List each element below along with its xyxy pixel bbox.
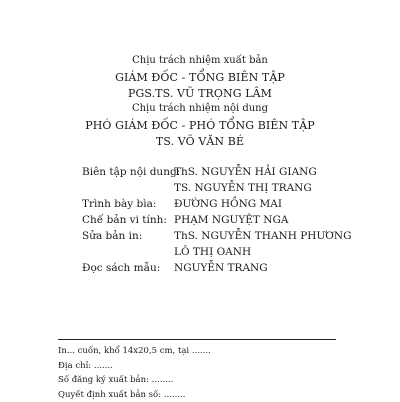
credit-value: NGUYỄN TRANG (174, 260, 268, 276)
print-info (58, 344, 211, 402)
credit-label: Sửa bản in: (82, 228, 142, 244)
credit-value: ThS. NGUYỄN THANH PHƯƠNG (174, 228, 352, 244)
credit-value: PHẠM NGUYỆT NGA (174, 212, 288, 228)
credit-label: Chế bản vi tính: (82, 212, 167, 228)
credit-label: Trình bày bìa: (82, 196, 156, 212)
deputy-director-title: PHÓ GIÁM ĐỐC - PHÓ TỔNG BIÊN TẬP (0, 119, 400, 132)
deputy-director-name: TS. VÕ VĂN BÉ (0, 135, 400, 148)
credit-value: LÔ THỊ OANH (174, 244, 251, 260)
credit-label: Đọc sách mẫu: (82, 260, 160, 276)
credit-value: TS. NGUYỄN THỊ TRANG (174, 180, 312, 196)
credit-value: ĐƯỜNG HỒNG MAI (174, 196, 282, 212)
credit-value: ThS. NGUYỄN HẢI GIANG (174, 164, 317, 180)
footer-divider (58, 339, 336, 340)
publishing-decision-line: Quyết định xuất bản số: ........ (58, 388, 211, 402)
registration-number-line: Số đăng ký xuất bản: ........ (58, 373, 211, 388)
credit-label: Biên tập nội dung: (82, 164, 180, 180)
print-run-line: In... cuốn, khổ 14x20,5 cm, tại ....... (58, 344, 211, 359)
address-line: Địa chỉ: ....... (58, 359, 211, 374)
content-responsibility-label: Chịu trách nhiệm nội dung (0, 103, 400, 114)
publishing-responsibility-label: Chịu trách nhiệm xuất bản (0, 55, 400, 66)
director-name: PGS.TS. VŨ TRỌNG LÂM (0, 87, 400, 100)
director-title: GIÁM ĐỐC - TỔNG BIÊN TẬP (0, 71, 400, 84)
